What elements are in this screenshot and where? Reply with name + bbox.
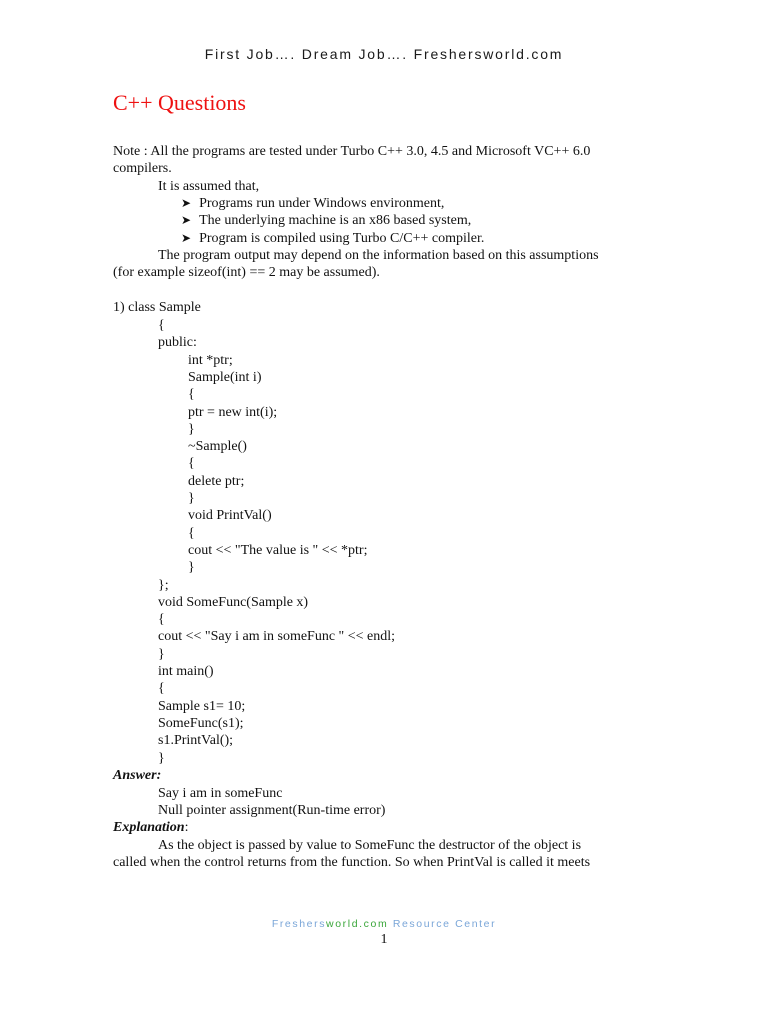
- explanation-label: Explanation: [113, 820, 185, 835]
- assumption-item: ➤ The underlying machine is an x86 based system,: [181, 213, 472, 228]
- page-title: C++ Questions: [113, 90, 246, 115]
- answer-line: Say i am in someFunc: [158, 786, 283, 801]
- note-line-1: Note : All the programs are tested under Turbo C++ 3.0, 4.5 and Microsoft VC++ 6.0: [113, 144, 591, 159]
- code-line: void SomeFunc(Sample x): [158, 594, 309, 610]
- code-line: Sample(int i): [188, 369, 262, 385]
- arrow-bullet-icon: ➤: [181, 231, 192, 245]
- code-line: {: [188, 387, 195, 403]
- question-heading: 1) class Sample: [113, 300, 201, 315]
- output-note-line-1: The program output may depend on the information based on this assumptions: [158, 248, 599, 263]
- code-line: {: [188, 456, 195, 472]
- note-line-2: compilers.: [113, 161, 172, 176]
- code-line: {: [158, 612, 165, 628]
- assumption-item: ➤ Program is compiled using Turbo C/C++ compiler.: [181, 231, 485, 246]
- code-line: {: [158, 681, 165, 697]
- code-line: };: [158, 577, 169, 593]
- output-note-line-2: (for example sizeof(int) == 2 may be assumed).: [113, 265, 380, 280]
- explanation-line-2: called when the control returns from the function. So when PrintVal is called it meets: [113, 855, 591, 870]
- explanation-heading: [113, 819, 188, 836]
- code-line: int *ptr;: [188, 352, 233, 368]
- explanation-colon: :: [184, 820, 189, 835]
- code-line: {: [158, 318, 165, 333]
- code-line: }: [188, 560, 195, 576]
- code-line: cout << "The value is " << *ptr;: [188, 542, 368, 558]
- answer-line: Null pointer assignment(Run-time error): [158, 803, 386, 818]
- code-line: delete ptr;: [188, 473, 245, 489]
- code-line: ~Sample(): [188, 439, 247, 455]
- code-line: int main(): [158, 664, 214, 679]
- code-line: s1.PrintVal();: [158, 733, 234, 749]
- code-line: Sample s1= 10;: [158, 698, 246, 714]
- code-line: SomeFunc(s1);: [158, 715, 244, 731]
- explanation-line-1: As the object is passed by value to SomeFunc the destructor of the object is: [158, 838, 582, 853]
- code-line: }: [158, 646, 165, 662]
- code-line: ptr = new int(i);: [188, 404, 278, 420]
- arrow-bullet-icon: ➤: [181, 196, 192, 210]
- code-line: }: [158, 750, 165, 766]
- page-header: First Job…. Dream Job…. Freshersworld.com: [204, 46, 564, 62]
- page-number: 1: [380, 932, 388, 947]
- code-line: }: [188, 491, 195, 506]
- code-line: public:: [158, 335, 197, 351]
- assumption-intro: It is assumed that,: [158, 179, 260, 194]
- assumption-item: ➤ Programs run under Windows environment,: [181, 196, 445, 211]
- page-footer: Freshersworld.com Resource Center: [271, 918, 497, 930]
- code-line: }: [188, 421, 195, 437]
- code-line: {: [188, 525, 195, 541]
- arrow-bullet-icon: ➤: [181, 213, 192, 227]
- answer-label: Answer:: [113, 768, 162, 783]
- code-line: void PrintVal(): [188, 508, 272, 524]
- code-line: cout << "Say i am in someFunc " << endl;: [158, 629, 396, 645]
